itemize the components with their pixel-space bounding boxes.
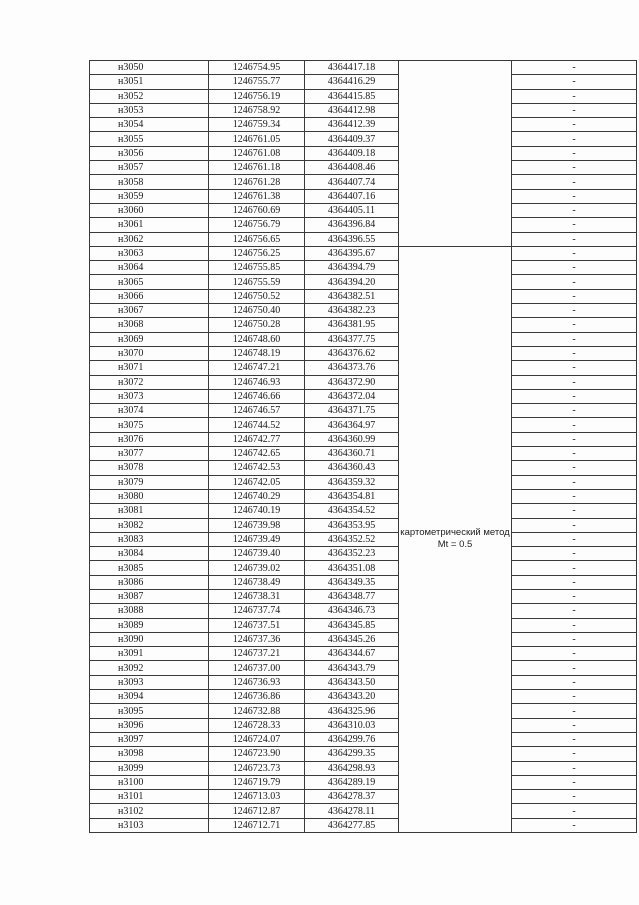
table-row xyxy=(90,732,637,746)
y-coordinate-cell: 4364372.04 xyxy=(305,389,399,403)
table-row xyxy=(90,389,637,403)
value-cell: - xyxy=(512,246,637,260)
y-coordinate-cell: 4364278.11 xyxy=(305,804,399,818)
table-row xyxy=(90,146,637,160)
table-row xyxy=(90,432,637,446)
x-coordinate-cell: 1246723.73 xyxy=(209,761,305,775)
x-coordinate-cell: 1246754.95 xyxy=(209,61,305,75)
point-name-cell: н3086 xyxy=(90,575,209,589)
x-coordinate-cell: 1246742.65 xyxy=(209,447,305,461)
y-coordinate-cell: 4364349.35 xyxy=(305,575,399,589)
point-name-cell: н3088 xyxy=(90,604,209,618)
value-cell: - xyxy=(512,475,637,489)
x-coordinate-cell: 1246739.98 xyxy=(209,518,305,532)
y-coordinate-cell: 4364346.73 xyxy=(305,604,399,618)
y-coordinate-cell: 4364310.03 xyxy=(305,718,399,732)
y-coordinate-cell: 4364396.55 xyxy=(305,232,399,246)
x-coordinate-cell: 1246737.00 xyxy=(209,661,305,675)
value-cell: - xyxy=(512,418,637,432)
table-row xyxy=(90,718,637,732)
value-cell: - xyxy=(512,675,637,689)
value-cell: - xyxy=(512,775,637,789)
value-cell: - xyxy=(512,718,637,732)
value-cell: - xyxy=(512,404,637,418)
value-cell: - xyxy=(512,218,637,232)
coordinates-table xyxy=(89,60,637,833)
y-coordinate-cell: 4364417.18 xyxy=(305,61,399,75)
table-row xyxy=(90,103,637,117)
table-row xyxy=(90,690,637,704)
point-name-cell: н3097 xyxy=(90,732,209,746)
point-name-cell: н3081 xyxy=(90,504,209,518)
point-name-cell: н3063 xyxy=(90,246,209,260)
y-coordinate-cell: 4364345.26 xyxy=(305,632,399,646)
x-coordinate-cell: 1246739.49 xyxy=(209,532,305,546)
table-row xyxy=(90,75,637,89)
x-coordinate-cell: 1246756.65 xyxy=(209,232,305,246)
point-name-cell: н3069 xyxy=(90,332,209,346)
table-row xyxy=(90,475,637,489)
x-coordinate-cell: 1246755.77 xyxy=(209,75,305,89)
x-coordinate-cell: 1246736.86 xyxy=(209,690,305,704)
y-coordinate-cell: 4364407.74 xyxy=(305,175,399,189)
table-row xyxy=(90,704,637,718)
table-row xyxy=(90,804,637,818)
value-cell: - xyxy=(512,175,637,189)
table-row xyxy=(90,489,637,503)
y-coordinate-cell: 4364359.32 xyxy=(305,475,399,489)
table-row xyxy=(90,561,637,575)
value-cell: - xyxy=(512,432,637,446)
value-cell: - xyxy=(512,318,637,332)
x-coordinate-cell: 1246739.40 xyxy=(209,547,305,561)
value-cell: - xyxy=(512,547,637,561)
value-cell: - xyxy=(512,346,637,360)
y-coordinate-cell: 4364409.37 xyxy=(305,132,399,146)
x-coordinate-cell: 1246748.19 xyxy=(209,346,305,360)
x-coordinate-cell: 1246758.92 xyxy=(209,103,305,117)
value-cell: - xyxy=(512,89,637,103)
table-row xyxy=(90,346,637,360)
x-coordinate-cell: 1246742.05 xyxy=(209,475,305,489)
y-coordinate-cell: 4364412.98 xyxy=(305,103,399,117)
value-cell: - xyxy=(512,747,637,761)
y-coordinate-cell: 4364360.99 xyxy=(305,432,399,446)
y-coordinate-cell: 4364396.84 xyxy=(305,218,399,232)
point-name-cell: н3068 xyxy=(90,318,209,332)
table-row xyxy=(90,647,637,661)
value-cell: - xyxy=(512,604,637,618)
x-coordinate-cell: 1246742.53 xyxy=(209,461,305,475)
table-row xyxy=(90,404,637,418)
x-coordinate-cell: 1246712.71 xyxy=(209,818,305,832)
value-cell: - xyxy=(512,146,637,160)
y-coordinate-cell: 4364381.95 xyxy=(305,318,399,332)
point-name-cell: н3085 xyxy=(90,561,209,575)
table-row xyxy=(90,504,637,518)
value-cell: - xyxy=(512,461,637,475)
point-name-cell: н3056 xyxy=(90,146,209,160)
table-row xyxy=(90,218,637,232)
point-name-cell: н3070 xyxy=(90,346,209,360)
value-cell: - xyxy=(512,61,637,75)
point-name-cell: н3092 xyxy=(90,661,209,675)
value-cell: - xyxy=(512,375,637,389)
x-coordinate-cell: 1246755.85 xyxy=(209,261,305,275)
y-coordinate-cell: 4364325.96 xyxy=(305,704,399,718)
point-name-cell: н3072 xyxy=(90,375,209,389)
x-coordinate-cell: 1246737.36 xyxy=(209,632,305,646)
value-cell: - xyxy=(512,761,637,775)
y-coordinate-cell: 4364395.67 xyxy=(305,246,399,260)
y-coordinate-cell: 4364278.37 xyxy=(305,790,399,804)
point-name-cell: н3055 xyxy=(90,132,209,146)
y-coordinate-cell: 4364354.52 xyxy=(305,504,399,518)
point-name-cell: н3073 xyxy=(90,389,209,403)
point-name-cell: н3065 xyxy=(90,275,209,289)
table-row xyxy=(90,175,637,189)
table-row xyxy=(90,418,637,432)
x-coordinate-cell: 1246746.66 xyxy=(209,389,305,403)
value-cell: - xyxy=(512,75,637,89)
point-name-cell: н3093 xyxy=(90,675,209,689)
x-coordinate-cell: 1246740.19 xyxy=(209,504,305,518)
y-coordinate-cell: 4364373.76 xyxy=(305,361,399,375)
y-coordinate-cell: 4364299.76 xyxy=(305,732,399,746)
x-coordinate-cell: 1246732.88 xyxy=(209,704,305,718)
value-cell: - xyxy=(512,561,637,575)
x-coordinate-cell: 1246742.77 xyxy=(209,432,305,446)
table-row xyxy=(90,618,637,632)
point-name-cell: н3087 xyxy=(90,589,209,603)
point-name-cell: н3098 xyxy=(90,747,209,761)
x-coordinate-cell: 1246738.49 xyxy=(209,575,305,589)
x-coordinate-cell: 1246746.93 xyxy=(209,375,305,389)
point-name-cell: н3058 xyxy=(90,175,209,189)
y-coordinate-cell: 4364289.19 xyxy=(305,775,399,789)
x-coordinate-cell: 1246756.25 xyxy=(209,246,305,260)
y-coordinate-cell: 4364376.62 xyxy=(305,346,399,360)
point-name-cell: н3064 xyxy=(90,261,209,275)
value-cell: - xyxy=(512,132,637,146)
x-coordinate-cell: 1246724.07 xyxy=(209,732,305,746)
point-name-cell: н3090 xyxy=(90,632,209,646)
table-row xyxy=(90,761,637,775)
x-coordinate-cell: 1246746.57 xyxy=(209,404,305,418)
y-coordinate-cell: 4364344.67 xyxy=(305,647,399,661)
point-name-cell: н3071 xyxy=(90,361,209,375)
value-cell: - xyxy=(512,818,637,832)
point-name-cell: н3080 xyxy=(90,489,209,503)
table-row xyxy=(90,747,637,761)
x-coordinate-cell: 1246737.21 xyxy=(209,647,305,661)
value-cell: - xyxy=(512,261,637,275)
method-cell xyxy=(399,246,512,832)
point-name-cell: н3051 xyxy=(90,75,209,89)
point-name-cell: н3103 xyxy=(90,818,209,832)
x-coordinate-cell: 1246739.02 xyxy=(209,561,305,575)
y-coordinate-cell: 4364299.35 xyxy=(305,747,399,761)
x-coordinate-cell: 1246737.74 xyxy=(209,604,305,618)
point-name-cell: н3091 xyxy=(90,647,209,661)
x-coordinate-cell: 1246736.93 xyxy=(209,675,305,689)
table-row xyxy=(90,161,637,175)
x-coordinate-cell: 1246756.19 xyxy=(209,89,305,103)
table-row xyxy=(90,518,637,532)
x-coordinate-cell: 1246719.79 xyxy=(209,775,305,789)
x-coordinate-cell: 1246748.60 xyxy=(209,332,305,346)
value-cell: - xyxy=(512,275,637,289)
point-name-cell: н3083 xyxy=(90,532,209,546)
value-cell: - xyxy=(512,203,637,217)
value-cell: - xyxy=(512,289,637,303)
coordinates-table-body xyxy=(90,61,637,833)
y-coordinate-cell: 4364352.52 xyxy=(305,532,399,546)
x-coordinate-cell: 1246761.28 xyxy=(209,175,305,189)
table-row xyxy=(90,289,637,303)
point-name-cell: н3100 xyxy=(90,775,209,789)
value-cell: - xyxy=(512,618,637,632)
point-name-cell: н3054 xyxy=(90,118,209,132)
y-coordinate-cell: 4364298.93 xyxy=(305,761,399,775)
table-row xyxy=(90,532,637,546)
y-coordinate-cell: 4364394.79 xyxy=(305,261,399,275)
value-cell: - xyxy=(512,118,637,132)
x-coordinate-cell: 1246761.38 xyxy=(209,189,305,203)
table-row xyxy=(90,790,637,804)
point-name-cell: н3075 xyxy=(90,418,209,432)
y-coordinate-cell: 4364416.29 xyxy=(305,75,399,89)
y-coordinate-cell: 4364409.18 xyxy=(305,146,399,160)
point-name-cell: н3057 xyxy=(90,161,209,175)
point-name-cell: н3066 xyxy=(90,289,209,303)
table-row xyxy=(90,604,637,618)
y-coordinate-cell: 4364352.23 xyxy=(305,547,399,561)
x-coordinate-cell: 1246747.21 xyxy=(209,361,305,375)
table-row xyxy=(90,547,637,561)
point-name-cell: н3084 xyxy=(90,547,209,561)
x-coordinate-cell: 1246761.08 xyxy=(209,146,305,160)
x-coordinate-cell: 1246738.31 xyxy=(209,589,305,603)
point-name-cell: н3077 xyxy=(90,447,209,461)
point-name-cell: н3060 xyxy=(90,203,209,217)
table-row xyxy=(90,261,637,275)
value-cell: - xyxy=(512,532,637,546)
table-row xyxy=(90,575,637,589)
y-coordinate-cell: 4364351.08 xyxy=(305,561,399,575)
table-row xyxy=(90,118,637,132)
x-coordinate-cell: 1246761.05 xyxy=(209,132,305,146)
y-coordinate-cell: 4364372.90 xyxy=(305,375,399,389)
y-coordinate-cell: 4364343.79 xyxy=(305,661,399,675)
x-coordinate-cell: 1246744.52 xyxy=(209,418,305,432)
method-cell-empty xyxy=(399,61,512,247)
y-coordinate-cell: 4364382.23 xyxy=(305,304,399,318)
value-cell: - xyxy=(512,103,637,117)
value-cell: - xyxy=(512,704,637,718)
point-name-cell: н3067 xyxy=(90,304,209,318)
y-coordinate-cell: 4364277.85 xyxy=(305,818,399,832)
y-coordinate-cell: 4364360.71 xyxy=(305,447,399,461)
y-coordinate-cell: 4364415.85 xyxy=(305,89,399,103)
value-cell: - xyxy=(512,304,637,318)
point-name-cell: н3050 xyxy=(90,61,209,75)
table-row xyxy=(90,775,637,789)
y-coordinate-cell: 4364348.77 xyxy=(305,589,399,603)
value-cell: - xyxy=(512,161,637,175)
table-row xyxy=(90,632,637,646)
value-cell: - xyxy=(512,361,637,375)
value-cell: - xyxy=(512,589,637,603)
table-row xyxy=(90,203,637,217)
y-coordinate-cell: 4364405.11 xyxy=(305,203,399,217)
point-name-cell: н3101 xyxy=(90,790,209,804)
point-name-cell: н3089 xyxy=(90,618,209,632)
value-cell: - xyxy=(512,489,637,503)
x-coordinate-cell: 1246712.87 xyxy=(209,804,305,818)
point-name-cell: н3095 xyxy=(90,704,209,718)
x-coordinate-cell: 1246740.29 xyxy=(209,489,305,503)
point-name-cell: н3099 xyxy=(90,761,209,775)
x-coordinate-cell: 1246760.69 xyxy=(209,203,305,217)
point-name-cell: н3078 xyxy=(90,461,209,475)
table-row xyxy=(90,661,637,675)
x-coordinate-cell: 1246713.03 xyxy=(209,790,305,804)
value-cell: - xyxy=(512,504,637,518)
value-cell: - xyxy=(512,790,637,804)
value-cell: - xyxy=(512,632,637,646)
table-row xyxy=(90,304,637,318)
table-row xyxy=(90,818,637,832)
y-coordinate-cell: 4364382.51 xyxy=(305,289,399,303)
value-cell: - xyxy=(512,732,637,746)
x-coordinate-cell: 1246756.79 xyxy=(209,218,305,232)
y-coordinate-cell: 4364412.39 xyxy=(305,118,399,132)
x-coordinate-cell: 1246728.33 xyxy=(209,718,305,732)
table-row xyxy=(90,61,637,75)
point-name-cell: н3074 xyxy=(90,404,209,418)
table-row xyxy=(90,232,637,246)
value-cell: - xyxy=(512,389,637,403)
table-row xyxy=(90,89,637,103)
y-coordinate-cell: 4364343.50 xyxy=(305,675,399,689)
x-coordinate-cell: 1246761.18 xyxy=(209,161,305,175)
value-cell: - xyxy=(512,447,637,461)
point-name-cell: н3102 xyxy=(90,804,209,818)
y-coordinate-cell: 4364394.20 xyxy=(305,275,399,289)
value-cell: - xyxy=(512,189,637,203)
y-coordinate-cell: 4364364.97 xyxy=(305,418,399,432)
x-coordinate-cell: 1246737.51 xyxy=(209,618,305,632)
table-row xyxy=(90,675,637,689)
y-coordinate-cell: 4364353.95 xyxy=(305,518,399,532)
point-name-cell: н3094 xyxy=(90,690,209,704)
point-name-cell: н3062 xyxy=(90,232,209,246)
table-row xyxy=(90,589,637,603)
table-row xyxy=(90,332,637,346)
y-coordinate-cell: 4364371.75 xyxy=(305,404,399,418)
point-name-cell: н3076 xyxy=(90,432,209,446)
point-name-cell: н3079 xyxy=(90,475,209,489)
y-coordinate-cell: 4364354.81 xyxy=(305,489,399,503)
x-coordinate-cell: 1246755.59 xyxy=(209,275,305,289)
point-name-cell: н3096 xyxy=(90,718,209,732)
value-cell: - xyxy=(512,647,637,661)
point-name-cell: н3082 xyxy=(90,518,209,532)
table-row xyxy=(90,189,637,203)
table-row xyxy=(90,318,637,332)
value-cell: - xyxy=(512,690,637,704)
table-row xyxy=(90,447,637,461)
y-coordinate-cell: 4364345.85 xyxy=(305,618,399,632)
y-coordinate-cell: 4364343.20 xyxy=(305,690,399,704)
table-row xyxy=(90,246,637,260)
x-coordinate-cell: 1246750.52 xyxy=(209,289,305,303)
value-cell: - xyxy=(512,232,637,246)
method-label: картометрический метод Mt = 0.5 xyxy=(400,527,510,551)
y-coordinate-cell: 4364360.43 xyxy=(305,461,399,475)
y-coordinate-cell: 4364377.75 xyxy=(305,332,399,346)
value-cell: - xyxy=(512,804,637,818)
value-cell: - xyxy=(512,518,637,532)
x-coordinate-cell: 1246759.34 xyxy=(209,118,305,132)
table-row xyxy=(90,461,637,475)
y-coordinate-cell: 4364408.46 xyxy=(305,161,399,175)
table-row xyxy=(90,361,637,375)
table-row xyxy=(90,275,637,289)
table-row xyxy=(90,375,637,389)
point-name-cell: н3053 xyxy=(90,103,209,117)
value-cell: - xyxy=(512,661,637,675)
x-coordinate-cell: 1246723.90 xyxy=(209,747,305,761)
x-coordinate-cell: 1246750.28 xyxy=(209,318,305,332)
value-cell: - xyxy=(512,332,637,346)
y-coordinate-cell: 4364407.16 xyxy=(305,189,399,203)
point-name-cell: н3061 xyxy=(90,218,209,232)
value-cell: - xyxy=(512,575,637,589)
point-name-cell: н3052 xyxy=(90,89,209,103)
point-name-cell: н3059 xyxy=(90,189,209,203)
table-row xyxy=(90,132,637,146)
x-coordinate-cell: 1246750.40 xyxy=(209,304,305,318)
